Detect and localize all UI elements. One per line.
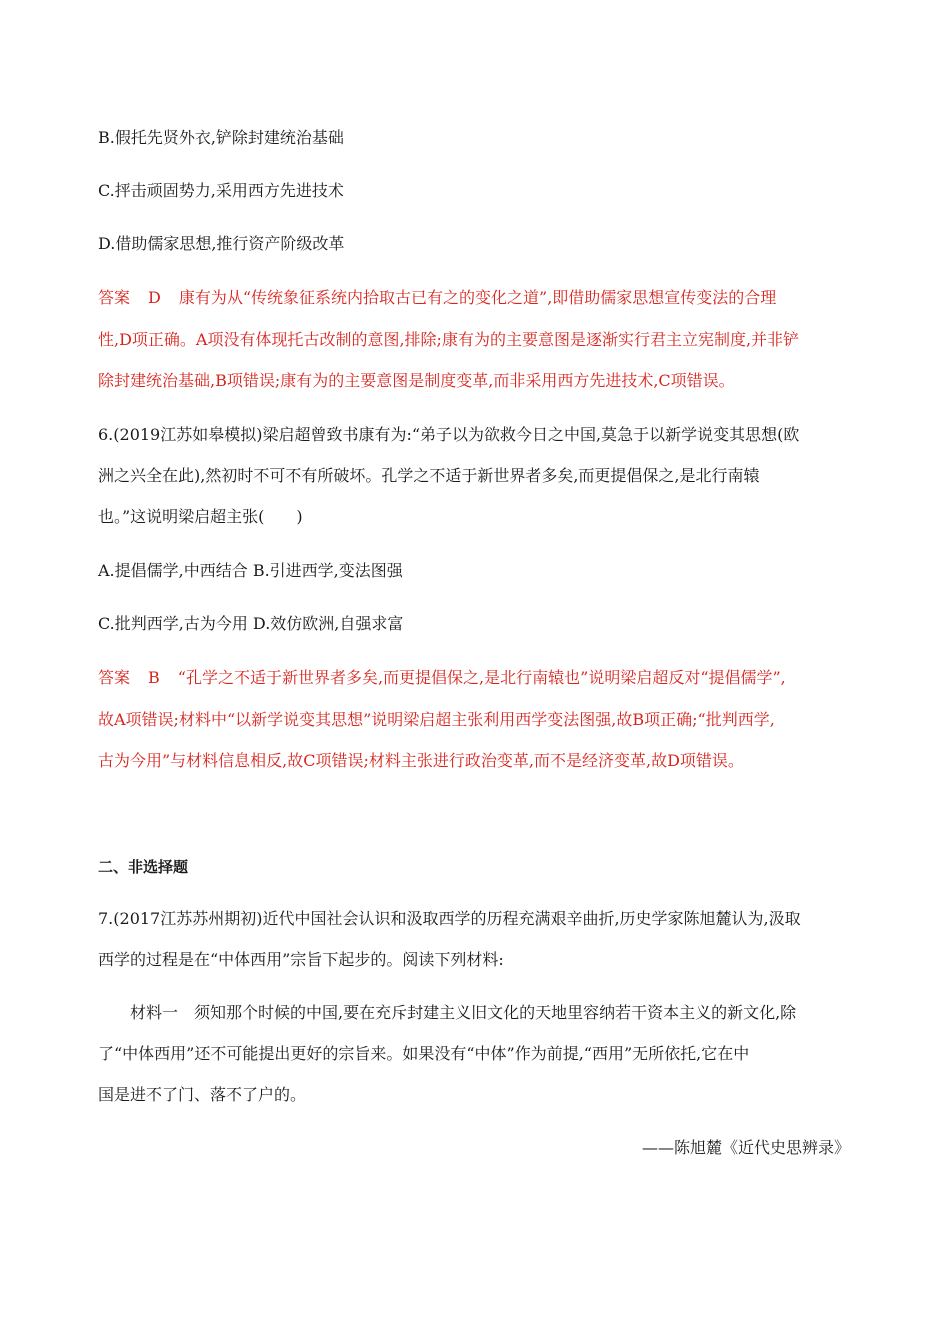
material-1-line-1: 材料一 须知那个时候的中国,要在充斥封建主义旧文化的天地里容纳若干资本主义的新文化,除 (130, 1003, 797, 1022)
q5-answer-line-2: 性,D项正确。A项没有体现托古改制的意图,排除;康有为的主要意图是逐渐实行君主立宪制度,并非铲 (98, 330, 800, 349)
q7-stem-line-1: 7.(2017江苏苏州期初)近代中国社会认识和汲取西学的历程充满艰辛曲折,历史学家陈旭麓认为,汲取 (98, 909, 801, 928)
q6-options-ab: A.提倡儒学,中西结合 B.引进西学,变法图强 (98, 561, 403, 580)
q6-stem-line-2: 洲之兴全在此),然初时不可不有所破坏。孔学之不适于新世界者多矣,而更提倡保之,是北行南辕 (98, 466, 760, 485)
section-heading: 二、非选择题 (98, 858, 189, 876)
answer-choice: B (148, 668, 160, 687)
q6-answer-line-1 (98, 667, 850, 689)
q5-option-b: B.假托先贤外衣,铲除封建统治基础 (98, 128, 344, 147)
q6-answer-line-2: 故A项错误;材料中“以新学说变其思想”说明梁启超主张利用西学变法图强,故B项正确;“批判西学, (98, 710, 775, 729)
answer-label: 答案 (98, 668, 131, 687)
q7-stem-line-2: 西学的过程是在“中体西用”宗旨下起步的。阅读下列材料: (98, 950, 504, 969)
answer-label: 答案 (98, 288, 131, 307)
answer-text: 康有为从“传统象征系统内拾取古已有之的变化之道”,即借助儒家思想宣传变法的合理 (178, 288, 777, 307)
answer-text: “孔学之不适于新世界者多矣,而更提倡保之,是北行南辕也”说明梁启超反对“提倡儒学”, (177, 668, 786, 687)
q6-stem-line-3: 也。”这说明梁启超主张( ) (98, 507, 303, 526)
q5-option-c: C.抨击顽固势力,采用西方先进技术 (98, 181, 344, 200)
answer-choice: D (148, 288, 161, 307)
material-source: ——陈旭麓《近代史思辨录》 (641, 1138, 850, 1157)
q5-answer-line-3: 除封建统治基础,B项错误;康有为的主要意图是制度变革,而非采用西方先进技术,C项错误。 (98, 371, 735, 390)
q6-stem-line-1: 6.(2019江苏如皋模拟)梁启超曾致书康有为:“弟子以为欲救今日之中国,莫急于以新学说变其思想(欧 (98, 425, 800, 444)
q5-option-d: D.借助儒家思想,推行资产阶级改革 (98, 234, 345, 253)
q6-answer-line-3: 古为今用”与材料信息相反,故C项错误;材料主张进行政治变革,而不是经济变革,故D项错误。 (98, 751, 744, 770)
material-1-line-2: 了“中体西用”还不可能提出更好的宗旨来。如果没有“中体”作为前提,“西用”无所依托,它在中 (98, 1044, 750, 1063)
q5-answer-line-1 (98, 287, 850, 309)
q6-options-cd: C.批判西学,古为今用 D.效仿欧洲,自强求富 (98, 614, 404, 633)
material-1-line-3: 国是进不了门、落不了户的。 (98, 1085, 307, 1104)
